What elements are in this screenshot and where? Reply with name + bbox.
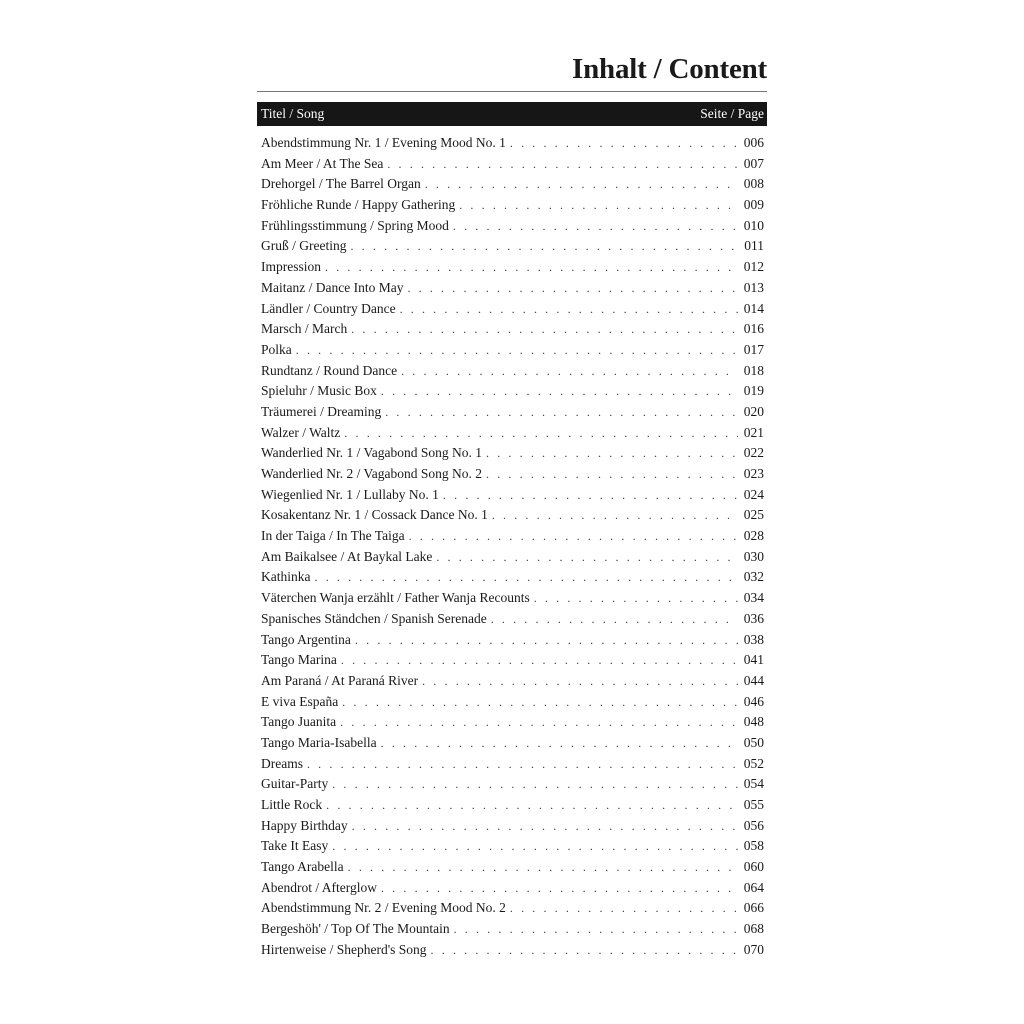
toc-entry — [257, 795, 767, 816]
toc-entry-title: Take It Easy — [261, 838, 329, 854]
toc-entry-page: 024 — [743, 486, 764, 502]
dot-leader — [332, 774, 738, 795]
dot-leader — [387, 154, 737, 175]
dot-leader — [425, 174, 738, 195]
toc-entry-page: 041 — [743, 652, 764, 668]
toc-entry — [257, 174, 767, 195]
toc-entry-page: 036 — [743, 610, 764, 626]
toc-entry-title: Ländler / Country Dance — [261, 300, 396, 316]
toc-entry-page: 012 — [743, 259, 764, 275]
toc-entry — [257, 609, 767, 630]
toc-entry-page: 013 — [743, 279, 764, 295]
dot-leader — [431, 940, 738, 961]
toc-entry-page: 056 — [743, 817, 764, 833]
toc-entry-page: 066 — [743, 900, 764, 916]
toc-entry-title: Väterchen Wanja erzählt / Father Wanja Recounts — [261, 590, 530, 606]
toc-entry-page: 054 — [743, 776, 764, 792]
toc-entry-title: Fröhliche Runde / Happy Gathering — [261, 197, 456, 213]
toc-entry-page: 007 — [743, 155, 764, 171]
toc-entry — [257, 692, 767, 713]
toc-entry — [257, 547, 767, 568]
toc-entry-page: 048 — [743, 714, 764, 730]
page-title: Inhalt / Content — [572, 53, 767, 85]
toc-entry-page: 055 — [743, 797, 764, 812]
toc-entry-title: Frühlingsstimmung / Spring Mood — [261, 217, 449, 233]
dot-leader — [325, 257, 738, 278]
dot-leader — [307, 754, 738, 775]
toc-entry-title: Tango Marina — [261, 652, 337, 668]
toc-entry — [257, 754, 767, 775]
toc-entry-page: 044 — [743, 672, 764, 688]
toc-entry-title: Impression — [261, 259, 321, 275]
dot-leader — [381, 878, 738, 899]
dot-leader — [486, 443, 738, 464]
toc-entry-title: In der Taiga / In The Taiga — [261, 528, 405, 544]
toc-entry — [257, 278, 767, 299]
toc-entry-page: 058 — [743, 838, 764, 854]
toc-entry — [257, 319, 767, 340]
toc-entry — [257, 630, 767, 651]
toc-entry — [257, 361, 767, 382]
toc-entry — [257, 712, 767, 733]
dot-leader — [401, 361, 738, 382]
toc-entry-title: Träumerei / Dreaming — [261, 403, 382, 419]
toc-entry-page: 068 — [743, 921, 764, 937]
toc-entry — [257, 423, 767, 444]
toc-entry-title: Kosakentanz Nr. 1 / Cossack Dance No. 1 — [261, 507, 488, 523]
toc-entry-title: Kathinka — [261, 569, 311, 585]
toc-entry-page: 052 — [743, 755, 764, 771]
toc-entry — [257, 526, 767, 547]
toc-entry-title: Am Meer / At The Sea — [261, 155, 384, 171]
toc-entry-title: Bergeshöh' / Top Of The Mountain — [261, 921, 450, 937]
toc-entry — [257, 443, 767, 464]
dot-leader — [459, 195, 738, 216]
toc-entry — [257, 236, 767, 257]
dot-leader — [296, 340, 738, 361]
dot-leader — [443, 485, 738, 506]
dot-leader — [491, 609, 738, 630]
dot-leader — [422, 671, 738, 692]
toc-entry — [257, 381, 767, 402]
toc-entry — [257, 505, 767, 526]
dot-leader — [340, 712, 738, 733]
dot-leader — [332, 836, 737, 857]
toc-entry-page: 016 — [743, 321, 764, 337]
toc-entry-title: Spieluhr / Music Box — [261, 383, 377, 399]
dot-leader — [344, 423, 737, 444]
dot-leader — [534, 588, 738, 609]
toc-entry-page: 018 — [743, 362, 764, 378]
toc-entry-title: Happy Birthday — [261, 817, 348, 833]
toc-entry — [257, 299, 767, 320]
toc-entry-title: Gruß / Greeting — [261, 238, 347, 254]
dot-leader — [341, 650, 738, 671]
title-divider — [257, 91, 767, 92]
toc-entry-title: Tango Juanita — [261, 714, 337, 730]
toc-entry — [257, 464, 767, 485]
dot-leader — [454, 919, 738, 940]
toc-entry — [257, 216, 767, 237]
dot-leader — [348, 857, 738, 878]
toc-entry-title: Wanderlied Nr. 1 / Vagabond Song No. 1 — [261, 445, 483, 461]
toc-entry-title: Little Rock — [261, 797, 323, 812]
toc-entry-title: E viva España — [261, 693, 339, 709]
toc-entry-page: 006 — [743, 135, 764, 150]
dot-leader — [355, 630, 738, 651]
toc-entry — [257, 154, 767, 175]
dot-leader — [510, 133, 738, 154]
dot-leader — [453, 216, 738, 237]
toc-entry-title: Walzer / Waltz — [261, 424, 341, 440]
toc-entry — [257, 733, 767, 754]
toc-entry-page: 050 — [743, 734, 764, 750]
toc-entry-page: 021 — [743, 424, 764, 440]
toc-entry-page: 028 — [743, 528, 764, 544]
dot-leader — [350, 236, 738, 257]
toc-entry — [257, 485, 767, 506]
toc-entry-title: Wanderlied Nr. 2 / Vagabond Song No. 2 — [261, 466, 483, 481]
dot-leader — [492, 505, 738, 526]
toc-entry — [257, 836, 767, 857]
header-page-label: Seite / Page — [700, 106, 764, 121]
toc-entry-page: 070 — [743, 941, 764, 957]
table-of-contents — [257, 133, 767, 961]
toc-entry — [257, 567, 767, 588]
toc-entry-title: Abendrot / Afterglow — [261, 879, 377, 895]
toc-entry — [257, 133, 767, 154]
toc-entry-title: Drehorgel / The Barrel Organ — [261, 176, 421, 192]
toc-entry-page: 064 — [743, 879, 764, 895]
toc-entry-page: 046 — [743, 693, 764, 709]
toc-entry-title: Hirtenweise / Shepherd's Song — [261, 941, 427, 957]
toc-entry-title: Am Baikalsee / At Baykal Lake — [261, 548, 433, 564]
toc-entry — [257, 816, 767, 837]
toc-entry-page: 008 — [743, 176, 764, 192]
toc-entry-title: Maitanz / Dance Into May — [261, 279, 404, 295]
dot-leader — [315, 567, 738, 588]
toc-entry — [257, 898, 767, 919]
toc-entry — [257, 857, 767, 878]
toc-entry — [257, 940, 767, 961]
toc-entry — [257, 402, 767, 423]
toc-entry — [257, 650, 767, 671]
toc-entry-page: 020 — [743, 403, 764, 419]
toc-entry-page: 011 — [744, 238, 764, 254]
toc-entry-title: Tango Maria-Isabella — [261, 734, 377, 750]
toc-entry — [257, 195, 767, 216]
toc-entry-page: 019 — [743, 383, 764, 399]
toc-entry-title: Dreams — [261, 755, 303, 771]
toc-entry — [257, 340, 767, 361]
dot-leader — [381, 733, 738, 754]
header-title-label: Titel / Song — [261, 106, 325, 121]
toc-entry — [257, 878, 767, 899]
toc-entry-title: Rundtanz / Round Dance — [261, 362, 398, 378]
content-page — [257, 50, 767, 961]
toc-entry-page: 034 — [743, 590, 764, 606]
dot-leader — [326, 795, 738, 816]
dot-leader — [407, 278, 737, 299]
dot-leader — [352, 816, 738, 837]
toc-entry-page: 038 — [743, 631, 764, 647]
toc-entry-title: Abendstimmung Nr. 2 / Evening Mood No. 2 — [261, 900, 506, 916]
table-header — [257, 102, 767, 126]
toc-entry-page: 032 — [743, 569, 764, 585]
toc-entry — [257, 774, 767, 795]
toc-entry — [257, 919, 767, 940]
toc-entry — [257, 588, 767, 609]
dot-leader — [342, 692, 738, 713]
toc-entry-title: Marsch / March — [261, 321, 348, 337]
toc-entry-page: 014 — [743, 300, 764, 316]
toc-entry-title: Polka — [261, 341, 292, 357]
toc-entry-page: 060 — [743, 859, 764, 875]
toc-entry — [257, 257, 767, 278]
dot-leader — [510, 898, 738, 919]
toc-entry-title: Wiegenlied Nr. 1 / Lullaby No. 1 — [261, 486, 439, 502]
toc-entry-page: 030 — [743, 548, 764, 564]
toc-entry-title: Spanisches Ständchen / Spanish Serenade — [261, 610, 487, 626]
toc-entry-title: Abendstimmung Nr. 1 / Evening Mood No. 1 — [261, 135, 506, 150]
toc-entry — [257, 671, 767, 692]
toc-entry-title: Guitar-Party — [261, 776, 329, 792]
dot-leader — [385, 402, 738, 423]
toc-entry-title: Tango Argentina — [261, 631, 351, 647]
toc-entry-page: 022 — [743, 445, 764, 461]
dot-leader — [381, 381, 738, 402]
dot-leader — [351, 319, 738, 340]
dot-leader — [436, 547, 737, 568]
toc-entry-page: 025 — [743, 507, 764, 523]
dot-leader — [486, 464, 738, 485]
toc-entry-page: 009 — [743, 197, 764, 213]
toc-entry-page: 017 — [743, 341, 764, 357]
toc-entry-page: 023 — [743, 466, 764, 481]
toc-entry-title: Am Paraná / At Paraná River — [261, 672, 419, 688]
toc-entry-title: Tango Arabella — [261, 859, 344, 875]
dot-leader — [400, 299, 738, 320]
dot-leader — [409, 526, 738, 547]
toc-entry-page: 010 — [743, 217, 764, 233]
